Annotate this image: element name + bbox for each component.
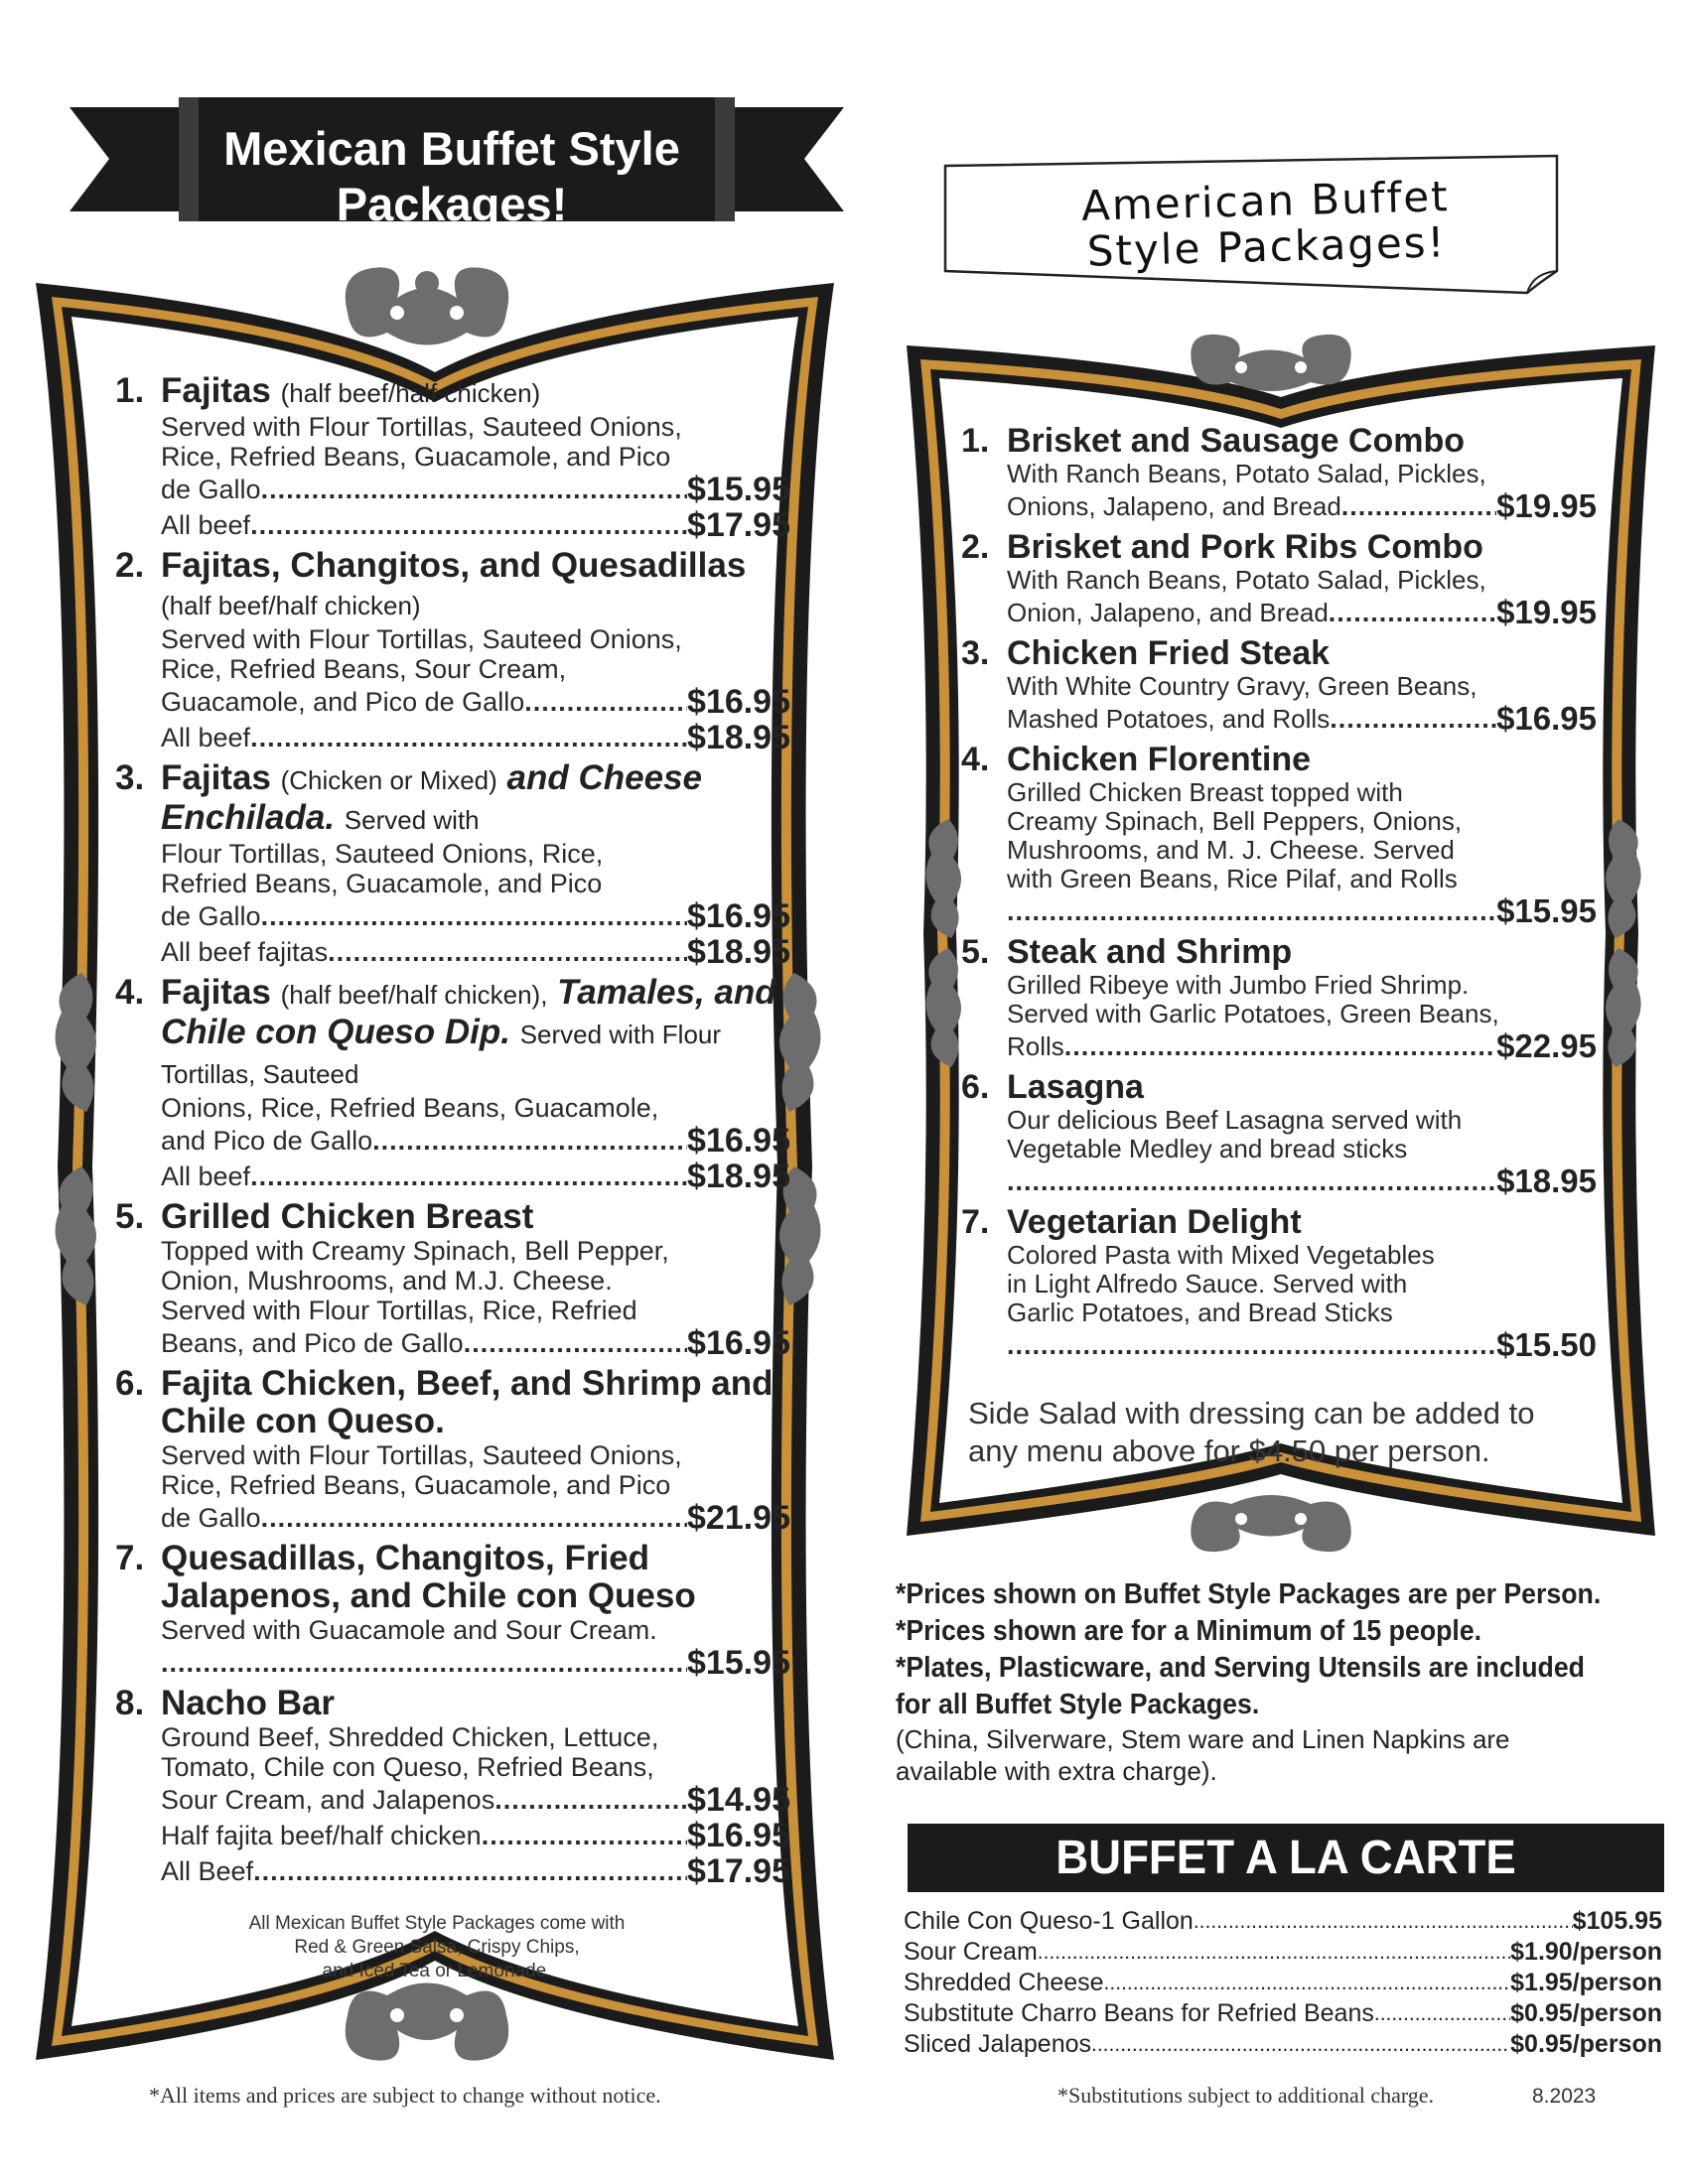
item-heading: 5. Steak and Shrimp bbox=[961, 933, 1293, 971]
policy-line: *Plates, Plasticware, and Serving Utensils are included bbox=[896, 1652, 1585, 1684]
menu-item bbox=[115, 1198, 790, 1361]
price-line: and Pico de Gallo ..... $16.95 bbox=[115, 1123, 790, 1159]
item-description: Served with Flour Tortillas, Sauteed Onions, bbox=[161, 1440, 682, 1470]
ornament-bottom-right bbox=[1177, 1489, 1365, 1564]
item-heading: 3. Chicken Fried Steak bbox=[961, 634, 1331, 672]
mexican-menu bbox=[115, 372, 790, 1893]
price-line: Onion, Jalapeno, and Bread ..... $19.95 bbox=[961, 595, 1597, 630]
footer-disclaimer: *All items and prices are subject to change without notice. bbox=[149, 2083, 661, 2108]
item-heading: 1. Brisket and Sausage Combo bbox=[961, 422, 1466, 460]
policy-line: (China, Silverware, Stem ware and Linen Napkins are bbox=[896, 1724, 1510, 1754]
item-description: Tomato, Chile con Queso, Refried Beans, bbox=[161, 1752, 654, 1782]
alacarte-item: Sour Cream ..... $1.90/person bbox=[904, 1937, 1662, 1968]
alacarte-title: BUFFET A LA CARTE bbox=[1055, 1832, 1516, 1884]
price-line: All beef ..... $18.95 bbox=[115, 1159, 790, 1194]
menu-item bbox=[115, 1365, 790, 1536]
price-line: All beef fajitas ..... $18.95 bbox=[115, 934, 790, 970]
item-description: Onion, Mushrooms, and M.J. Cheese. bbox=[161, 1266, 613, 1296]
alacarte-item: Shredded Cheese ..... $1.95/person bbox=[904, 1968, 1662, 1998]
item-description: Served with Flour Tortillas, Sauteed Onions, bbox=[161, 624, 682, 654]
menu-item bbox=[115, 759, 790, 970]
ornament-left-side-1 bbox=[42, 968, 111, 1117]
alacarte-item: Chile Con Queso-1 Gallon ..... $105.95 bbox=[904, 1906, 1662, 1937]
price-line: de Gallo ..... $16.95 bbox=[115, 898, 790, 934]
item-description: Served with Garlic Potatoes, Green Beans, bbox=[1007, 999, 1499, 1028]
item-description: Onions, Rice, Refried Beans, Guacamole, bbox=[161, 1093, 659, 1123]
item-description: Rice, Refried Beans, Sour Cream, bbox=[161, 654, 567, 684]
item-heading: 7. Quesadillas, Changitos, Fried Jalapenos, and Chile con Queso bbox=[115, 1539, 696, 1615]
item-description: With Ranch Beans, Potato Salad, Pickles, bbox=[1007, 459, 1486, 488]
menu-item bbox=[961, 1203, 1597, 1363]
menu-item bbox=[115, 974, 790, 1194]
menu-item bbox=[961, 741, 1597, 929]
item-heading: 1. Fajitas (half beef/half chicken) bbox=[115, 371, 541, 410]
ornament-right-side-4 bbox=[1594, 943, 1653, 1072]
mexican-package-note: All Mexican Buffet Style Packages come with Red & Green Salsa, Crispy Chips, and Iced Tea or Lemonade. bbox=[248, 1913, 626, 1981]
menu-item bbox=[115, 1685, 790, 1889]
item-description: Served with Flour Tortillas, Sauteed Onions, bbox=[161, 412, 682, 442]
item-heading: 4. Chicken Florentine bbox=[961, 741, 1312, 778]
item-description: Vegetable Medley and bread sticks bbox=[1007, 1134, 1408, 1163]
side-salad-note: Side Salad with dressing can be added to any menu above for $4.50 per person. bbox=[968, 1396, 1535, 1468]
price-line: Sour Cream, and Jalapenos ..... $14.95 bbox=[115, 1782, 790, 1818]
price-line: Guacamole, and Pico de Gallo ..... $16.95 bbox=[115, 684, 790, 720]
mexican-title: Mexican Buffet Style Packages! bbox=[223, 122, 680, 230]
menu-item bbox=[961, 1068, 1597, 1199]
item-heading: 8. Nacho Bar bbox=[115, 1684, 336, 1722]
price-line: de Gallo ..... $21.95 bbox=[115, 1500, 790, 1536]
price-line: ..... $15.50 bbox=[961, 1327, 1597, 1363]
item-heading: 2. Brisket and Pork Ribs Combo bbox=[961, 528, 1483, 566]
ornament-bottom-left bbox=[328, 1971, 526, 2075]
item-description: Mushrooms, and M. J. Cheese. Served bbox=[1007, 835, 1455, 865]
menu-item bbox=[115, 1540, 790, 1681]
item-heading: 6. Lasagna bbox=[961, 1068, 1144, 1106]
price-line: Rolls ..... $22.95 bbox=[961, 1028, 1597, 1064]
price-line: Onions, Jalapeno, and Bread ..... $19.95 bbox=[961, 488, 1597, 524]
item-heading: 7. Vegetarian Delight bbox=[961, 1203, 1302, 1241]
menu-item bbox=[115, 547, 790, 755]
alacarte-item: Sliced Jalapenos ..... $0.95/person bbox=[904, 2029, 1662, 2060]
price-line: All Beef ..... $17.95 bbox=[115, 1853, 790, 1889]
item-description: Rice, Refried Beans, Guacamole, and Pico bbox=[161, 442, 671, 472]
item-heading: 6. Fajita Chicken, Beef, and Shrimp and Chile con Queso. bbox=[115, 1364, 774, 1440]
price-line: ..... $18.95 bbox=[961, 1163, 1597, 1199]
item-description: Refried Beans, Guacamole, and Pico bbox=[161, 869, 603, 898]
item-description: Ground Beef, Shredded Chicken, Lettuce, bbox=[161, 1722, 659, 1752]
item-heading: 2. Fajitas, Changitos, and Quesadillas (half beef/half chicken) bbox=[115, 546, 747, 620]
pricing-policy bbox=[896, 1576, 1670, 1787]
ornament-top-left bbox=[328, 253, 526, 357]
item-description: Flour Tortillas, Sauteed Onions, Rice, bbox=[161, 839, 604, 869]
item-description: Garlic Potatoes, and Bread Sticks bbox=[1007, 1297, 1393, 1327]
item-description: With Ranch Beans, Potato Salad, Pickles, bbox=[1007, 565, 1486, 595]
item-description: Colored Pasta with Mixed Vegetables bbox=[1007, 1240, 1435, 1270]
ornament-right-side-3 bbox=[1594, 814, 1653, 943]
alacarte-item: Substitute Charro Beans for Refried Beans ..... $0.95/person bbox=[904, 1998, 1662, 2029]
price-line: Mashed Potatoes, and Rolls ..... $16.95 bbox=[961, 701, 1597, 737]
policy-line: *Prices shown on Buffet Style Packages are per Person. bbox=[896, 1578, 1602, 1610]
price-line: ..... $15.95 bbox=[961, 893, 1597, 929]
menu-item bbox=[115, 372, 790, 543]
item-description: Rice, Refried Beans, Guacamole, and Pico bbox=[161, 1470, 671, 1500]
price-line: Half fajita beef/half chicken ..... $16.95 bbox=[115, 1818, 790, 1853]
policy-line: *Prices shown are for a Minimum of 15 people. bbox=[896, 1615, 1482, 1647]
price-line: All beef ..... $18.95 bbox=[115, 720, 790, 755]
item-description: Topped with Creamy Spinach, Bell Pepper, bbox=[161, 1236, 669, 1266]
item-description: With White Country Gravy, Green Beans, bbox=[1007, 671, 1477, 701]
item-description: Grilled Ribeye with Jumbo Fried Shrimp. bbox=[1007, 970, 1470, 1000]
ornament-top-right bbox=[1177, 323, 1365, 397]
item-heading: 4. Fajitas (half beef/half chicken), Tamales, and Chile con Queso Dip. Served with Flour Tortillas, Sauteed bbox=[115, 973, 776, 1089]
item-heading: 3. Fajitas (Chicken or Mixed) and Cheese Enchilada. Served with bbox=[115, 758, 702, 837]
item-heading: 5. Grilled Chicken Breast bbox=[115, 1197, 534, 1236]
item-description: Served with Guacamole and Sour Cream. bbox=[161, 1615, 657, 1645]
menu-item bbox=[961, 634, 1597, 737]
american-title: American Buffet Style Packages! bbox=[1080, 172, 1451, 276]
american-menu bbox=[961, 422, 1597, 1367]
policy-line: available with extra charge). bbox=[896, 1756, 1217, 1786]
item-description: Our delicious Beef Lasagna served with bbox=[1007, 1105, 1463, 1135]
price-line: de Gallo ..... $15.95 bbox=[115, 472, 790, 507]
footer-substitution-note: *Substitutions subject to additional charge. bbox=[1057, 2083, 1435, 2108]
footer-date: 8.2023 bbox=[1532, 2085, 1597, 2108]
menu-item bbox=[961, 422, 1597, 524]
item-description: in Light Alfredo Sauce. Served with bbox=[1007, 1269, 1408, 1298]
item-description: Grilled Chicken Breast topped with bbox=[1007, 777, 1403, 807]
policy-line: for all Buffet Style Packages. bbox=[896, 1689, 1260, 1720]
item-description: Served with Flour Tortillas, Rice, Refried bbox=[161, 1296, 637, 1325]
price-line: All beef ..... $17.95 bbox=[115, 507, 790, 543]
menu-item bbox=[961, 528, 1597, 630]
menu-item bbox=[961, 933, 1597, 1064]
ornament-left-side-2 bbox=[42, 1161, 111, 1310]
price-line: Beans, and Pico de Gallo ..... $16.95 bbox=[115, 1325, 790, 1361]
item-description: Creamy Spinach, Bell Peppers, Onions, bbox=[1007, 806, 1463, 836]
alacarte-list bbox=[904, 1906, 1662, 2060]
item-description: with Green Beans, Rice Pilaf, and Rolls bbox=[1007, 864, 1458, 893]
price-line: ..... $15.95 bbox=[115, 1645, 790, 1681]
